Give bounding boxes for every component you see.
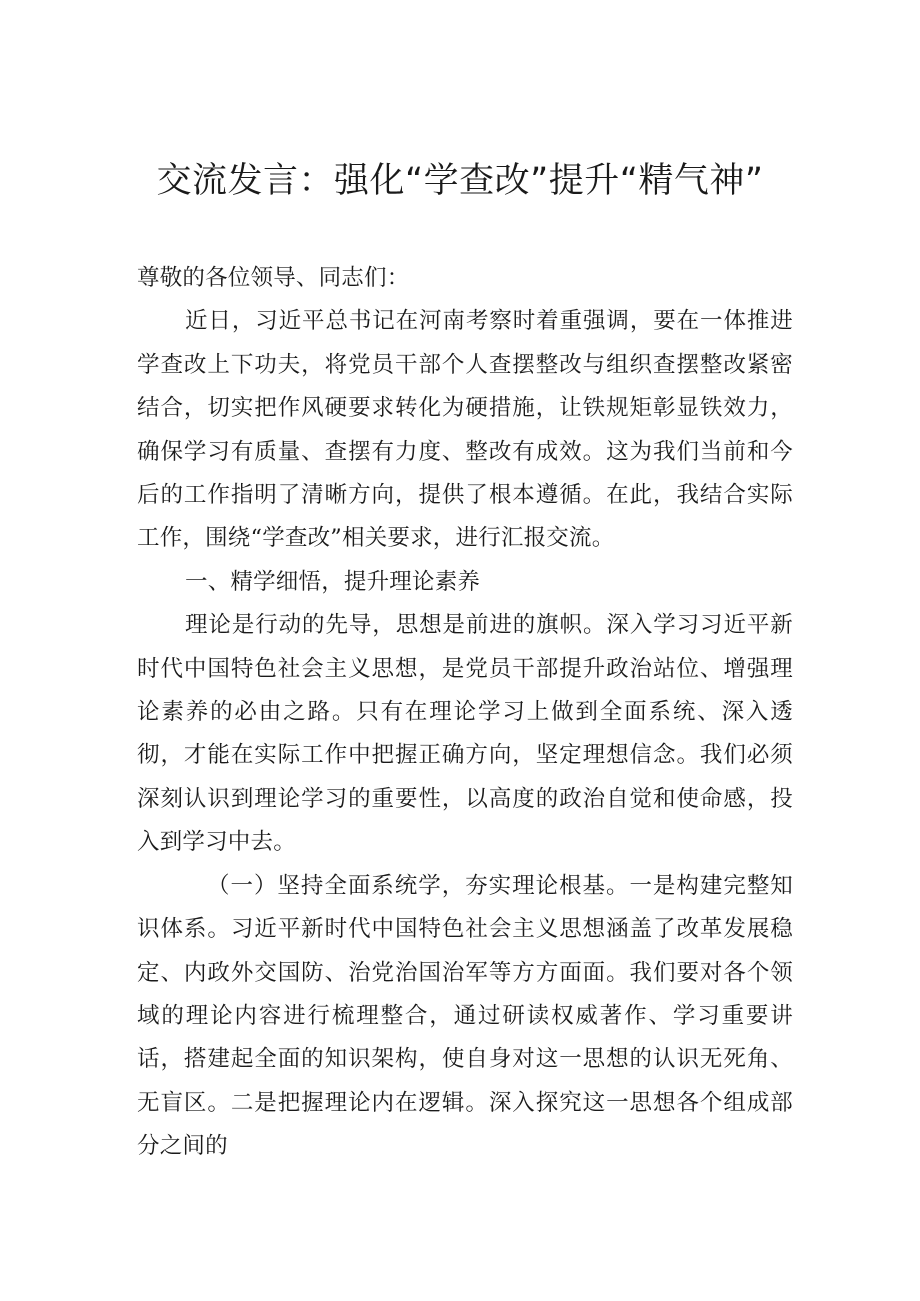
paragraph-2: 理论是行动的先导，思想是前进的旗帜。深入学习习近平新时代中国特色社会主义思想，是党员干部提升政治站位、增强理论素养的必由之路。只有在理论学习上做到全面系统、深入透彻，才能在实际工作中把握正确方向，坚定理想信念。我们必须深刻认识到理论学习的重要性，以高度的政治自觉和使命感，投入到学习中去。: [137, 612, 793, 856]
salutation: 尊敬的各位领导、同志们：: [137, 265, 410, 291]
paragraph-3: （一）坚持全面系统学，夯实理论根基。一是构建完整知识体系。习近平新时代中国特色社会主义思想涵盖了改革发展稳定、内政外交国防、治党治国治军等方方面面。我们要对各个领域的理论内容进行梳理整合，通过研读权威著作、学习重要讲话，搭建起全面的知识架构，使自身对这一思想的认识无死角、无盲区。二是把握理论内在逻辑。深入探究这一思想各个组成部分之间的: [137, 872, 793, 1160]
paragraph-1: 近日，习近平总书记在河南考察时着重强调，要在一体推进学查改上下功夫，将党员干部个人查摆整改与组织查摆整改紧密结合，切实把作风硬要求转化为硬措施，让铁规矩彰显铁效力，确保学习有质量、查摆有力度、整改有成效。这为我们当前和今后的工作指明了清晰方向，提供了根本遵循。在此，我结合实际工作，围绕“学查改”相关要求，进行汇报交流。: [137, 308, 793, 552]
document-title: 交流发言：强化“学查改”提升“精气神”: [156, 161, 764, 201]
section-heading-1: 一、精学细悟，提升理论素养: [185, 568, 481, 595]
document-body: [137, 257, 793, 1169]
